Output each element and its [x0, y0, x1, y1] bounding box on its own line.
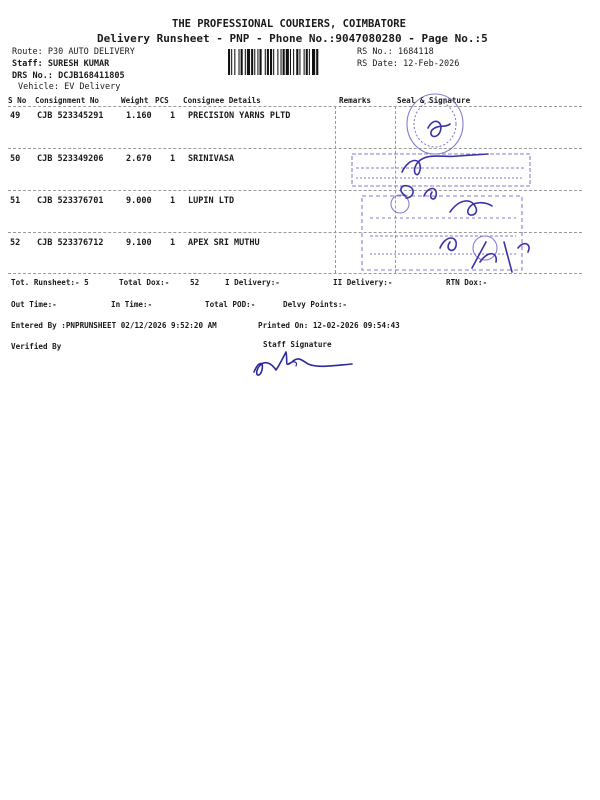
row-52-weight: 9.100 — [126, 238, 152, 248]
ii-delivery: II Delivery:- — [333, 278, 393, 287]
staff-value: SURESH KUMAR — [47, 59, 110, 69]
row-50-consignment: CJB 523349206 — [37, 154, 104, 164]
row-51-consignment: CJB 523376701 — [37, 196, 104, 206]
col-header-consignment: Consignment No — [35, 96, 100, 105]
row-52-consignee: APEX SRI MUTHU — [188, 238, 260, 248]
row-49-weight: 1.160 — [126, 111, 152, 121]
rs-number-value: 1684118 — [397, 47, 434, 57]
total-pod: Total POD:- — [205, 300, 256, 309]
printed-on: Printed On: 12-02-2026 09:54:43 — [258, 321, 400, 330]
seal-stamps-graphic — [340, 88, 590, 288]
total-dox-label: Total Dox:- — [119, 278, 170, 287]
rs-date-line — [357, 59, 459, 69]
row-rule — [8, 190, 582, 191]
i-delivery: I Delivery:- — [225, 278, 280, 287]
in-time: In Time:- — [111, 300, 153, 309]
vehicle-line — [18, 82, 120, 92]
table-bottom-rule — [8, 273, 582, 274]
seal-divider — [395, 106, 396, 273]
drs-label: DRS No.: — [12, 71, 53, 81]
runsheet-title: Delivery Runsheet - PNP - Phone No.:9047080280 - Page No.:5 — [97, 32, 488, 45]
drs-line — [12, 71, 125, 81]
staff-line — [12, 59, 109, 69]
header-rule — [8, 106, 582, 107]
route-value: P30 AUTO DELIVERY — [47, 47, 135, 57]
remarks-divider — [335, 106, 336, 273]
staff-label: Staff: — [12, 59, 43, 69]
row-52-pcs: 1 — [170, 238, 176, 248]
row-52-sno: 52 — [10, 238, 21, 248]
staff-signature-graphic — [248, 346, 358, 378]
route-label: Route: — [12, 47, 43, 57]
col-header-consignee: Consignee Details — [183, 96, 261, 105]
barcode-graphic — [228, 49, 354, 75]
col-header-pcs: PCS — [155, 96, 169, 105]
col-header-weight: Weight — [121, 96, 149, 105]
drs-value: DCJB168411805 — [58, 71, 125, 81]
row-50-sno: 50 — [10, 154, 21, 164]
row-50-weight: 2.670 — [126, 154, 152, 164]
out-time: Out Time:- — [11, 300, 57, 309]
route-line — [12, 47, 135, 57]
row-51-pcs: 1 — [170, 196, 176, 206]
row-49-sno: 49 — [10, 111, 21, 121]
row-51-sno: 51 — [10, 196, 21, 206]
rs-number-label: RS No.: — [357, 47, 393, 57]
rs-date-label: RS Date: — [357, 59, 398, 69]
rs-date-value: 12-Feb-2026 — [403, 59, 460, 69]
company-name: THE PROFESSIONAL COURIERS, COIMBATORE — [172, 18, 406, 30]
col-header-remarks: Remarks — [339, 96, 372, 105]
row-52-consignment: CJB 523376712 — [37, 238, 104, 248]
rs-number-line — [357, 47, 434, 57]
row-50-consignee: SRINIVASA — [188, 154, 235, 164]
vehicle-label: Vehicle: — [18, 82, 59, 92]
row-rule — [8, 148, 582, 149]
total-dox-value: 52 — [190, 278, 200, 287]
row-49-consignment: CJB 523345291 — [37, 111, 104, 121]
rtn-dox: RTN Dox:- — [446, 278, 488, 287]
row-51-consignee: LUPIN LTD — [188, 196, 235, 206]
row-49-consignee: PRECISION YARNS PLTD — [188, 111, 291, 121]
col-header-sno: S No — [8, 96, 27, 105]
entered-by: Entered By :PNPRUNSHEET 02/12/2026 9:52:20 AM — [11, 321, 217, 330]
row-rule — [8, 232, 582, 233]
staff-signature-label: Staff Signature — [263, 340, 332, 349]
row-50-pcs: 1 — [170, 154, 176, 164]
vehicle-value: EV Delivery — [64, 82, 121, 92]
verified-by: Verified By — [11, 342, 62, 351]
row-51-weight: 9.000 — [126, 196, 152, 206]
delivery-points: Delvy Points:- — [283, 300, 348, 309]
total-runsheet: Tot. Runsheet:- 5 — [11, 278, 89, 287]
row-49-pcs: 1 — [170, 111, 176, 121]
col-header-seal-signature: Seal & Signature — [397, 96, 471, 105]
